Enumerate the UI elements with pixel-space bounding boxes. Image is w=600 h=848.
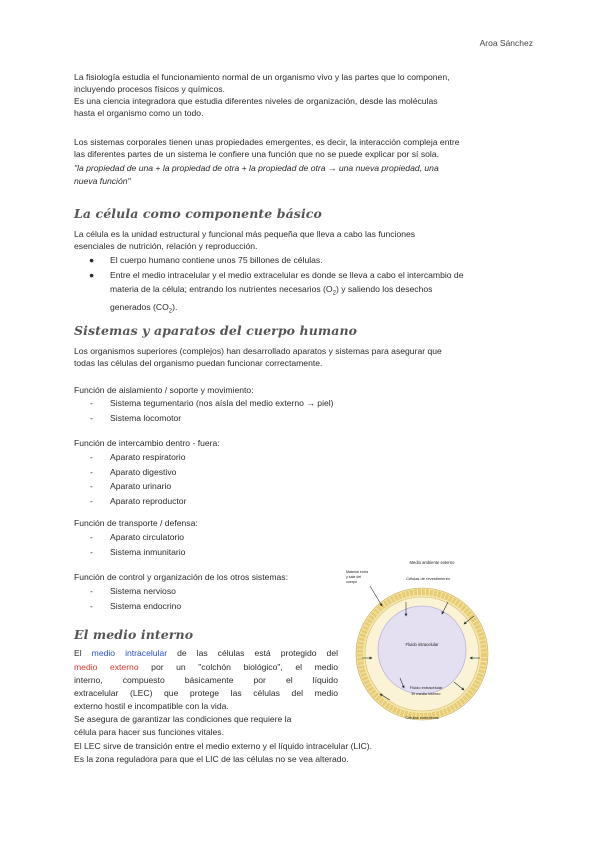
systems-paragraph-line: todas las células del organismo puedan funcionar correctamente. [74, 358, 323, 368]
function-group-title: Función de intercambio dentro - fuera: [74, 438, 220, 448]
list-item: - Aparato digestivo [90, 466, 177, 477]
label-material: Material entra [346, 570, 368, 574]
label-intracellular-fluid: Fluido intracelular [405, 642, 439, 647]
label-material: y sale del [346, 575, 362, 579]
function-group-list [90, 532, 186, 558]
medium-paragraph-line: extracelular (LEC) que protege las células del medio [74, 688, 338, 698]
intro-line: Es una ciencia integradora que estudia diferentes niveles de organización, desde las moléculas [74, 96, 438, 106]
list-item-continued: generados $(CO_2)$. [110, 302, 178, 315]
list-item: - Sistema tegumentario (nos aísla del medio externo → piel) [90, 398, 334, 408]
label-connective-cells: Células conectivas [405, 715, 439, 720]
medium-paragraph-line: interno, compuesto básicamente por el líquido [74, 675, 338, 685]
function-group-title: Función de aislamiento / soporte y movimiento: [74, 385, 254, 395]
list-item: - Aparato urinario [90, 481, 172, 491]
internal-medium-diagram [344, 558, 500, 723]
medium-paragraph-line: externo hostil e incompatible con la vida. [74, 701, 229, 711]
list-item: - Sistema inmunitario [90, 546, 186, 557]
label-external-medium: Medio ambiente externo [409, 560, 455, 565]
list-item: ● Entre el medio intracelular y el medio extracelular es donde se lleva a cabo el intercambio de [89, 269, 464, 280]
label-material: cuerpo [346, 580, 357, 584]
bullet-mark: ● [89, 255, 95, 265]
list-item: - Sistema locomotor [90, 412, 182, 423]
intro-line: las diferentes partes de un sistema le confiere una función que no se puede explicar por sí sola. [74, 149, 439, 159]
quote-line: "la propiedad de una + la propiedad de otra + la propiedad de otra → una nueva propiedad, una [74, 163, 439, 173]
highlight-intracellular: medio intracelular [91, 648, 168, 658]
heading-cell: La célula como componente básico [74, 206, 322, 221]
medium-paragraph-line: Se asegura de garantizar las condiciones que requiere la [74, 714, 292, 724]
medium-paragraph-line: El medio intracelular de las células está protegido del [74, 648, 339, 658]
list-item-continued: materia de la célula; entrando los nutrientes necesarios $(O_2)$ y saliendo los desechos [110, 284, 433, 297]
list-item: - Sistema nervioso [90, 586, 176, 596]
systems-paragraph-line: Los organismos superiores (complejos) han desarrollado aparatos y sistemas para asegurar que [74, 346, 442, 356]
medium-paragraph-line: célula para hacer sus funciones vitales. [74, 727, 224, 737]
medium-paragraph-line: Es la zona reguladora para que el LIC de las células no se vea alterado. [74, 754, 349, 764]
list-item: - Sistema endocrino [90, 600, 182, 611]
heading-internal-medium: El medio interno [74, 627, 194, 642]
cell-bullet-list [89, 255, 526, 318]
cell-paragraph-line: esenciales de nutrición, relación y reproducción. [74, 241, 258, 251]
list-item: - Aparato reproductor [90, 495, 187, 506]
function-group-list [90, 398, 334, 424]
intro-line: hasta el organismo como un todo. [74, 108, 204, 118]
label-internal-medium: El medio interno [411, 691, 441, 696]
arrow-icon [370, 586, 382, 606]
medium-paragraph-line: El LEC sirve de transición entre el medio externo y el líquido intracelular (LIC). [74, 741, 373, 751]
quote-line: nueva función" [74, 176, 131, 186]
label-lining-cells: Células de revestimiento [406, 576, 450, 581]
intro-line: La fisiología estudia el funcionamiento normal de un organismo vivo y las partes que lo componen, [74, 72, 450, 82]
heading-systems: Sistemas y aparatos del cuerpo humano [74, 323, 358, 338]
intro-line: Los sistemas corporales tienen unas propiedades emergentes, es decir, la interacción compleja entre [74, 137, 460, 147]
list-item: ● El cuerpo humano contiene unos 75 billones de células. [89, 255, 323, 265]
intracellular-fluid [378, 606, 466, 694]
list-item: - Aparato circulatorio [90, 532, 185, 542]
cell-paragraph-line: La célula es la unidad estructural y funcional más pequeña que lleva a cabo las funciones [74, 229, 416, 239]
medium-paragraph-line: medio externo por un "colchón biológico", el medio [74, 662, 338, 672]
function-group-title: Función de transporte / defensa: [74, 518, 198, 528]
intro-line: incluyendo procesos físicos y químicos. [74, 84, 225, 94]
author-name: Aroa Sánchez [479, 38, 533, 48]
function-group-list [90, 452, 187, 507]
highlight-external: medio externo [74, 662, 139, 672]
function-group-list [90, 586, 182, 612]
function-group-title: Función de control y organización de los otros sistemas: [74, 572, 288, 582]
label-extracellular-fluid: Fluido extracelular [409, 685, 443, 690]
list-item: - Aparato respiratorio [90, 452, 186, 462]
bullet-mark: ● [89, 269, 95, 280]
